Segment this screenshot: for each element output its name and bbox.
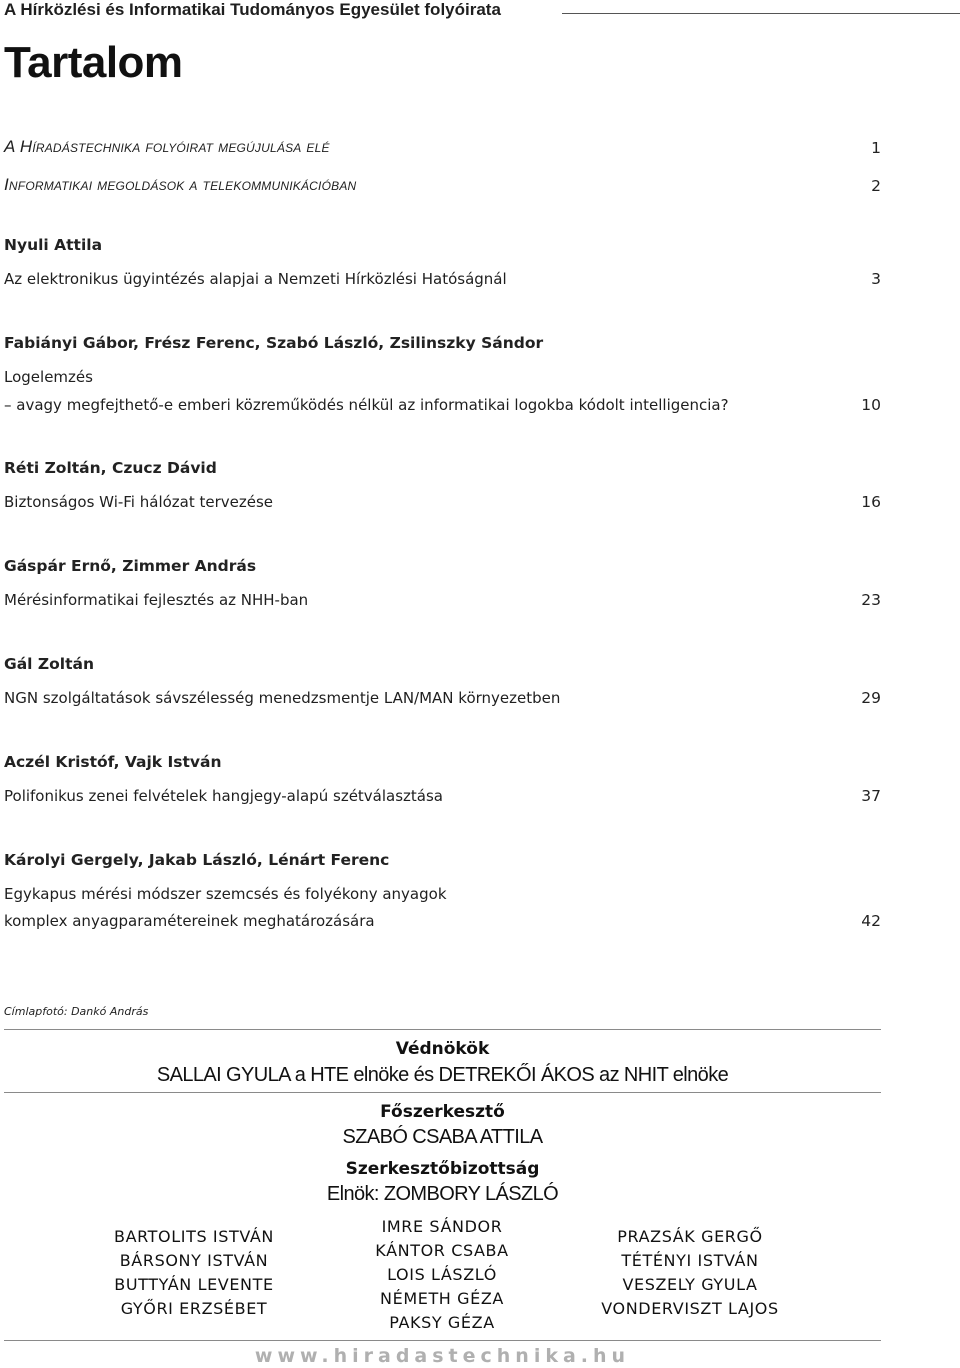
toc-article-title[interactable]: Biztonságos Wi-Fi hálózat tervezése: [4, 493, 274, 511]
toc-article-authors: Aczél Kristóf, Vajk István: [4, 753, 222, 771]
patrons-heading: Védnökök: [395, 1039, 490, 1059]
toc-page-number: 42: [861, 912, 881, 930]
website-url[interactable]: www.hiradastechnika.hu: [254, 1345, 631, 1367]
toc-page-number: 3: [871, 270, 881, 288]
cover-photo-credit: Címlapfotó: Dankó András: [4, 1005, 149, 1018]
toc-article-subtitle[interactable]: komplex anyagparamétereinek meghatározására: [4, 912, 375, 930]
editor-in-chief-heading: Főszerkesztő: [380, 1102, 505, 1122]
page-title: Tartalom: [4, 38, 183, 87]
board-member: NÉMETH GÉZA: [380, 1289, 504, 1308]
board-members-right: [580, 1225, 800, 1321]
editorial-board-heading: Szerkesztőbizottság: [345, 1159, 540, 1179]
toc-article-authors: Gál Zoltán: [4, 655, 94, 673]
toc-article-authors: Gáspár Ernő, Zimmer András: [4, 557, 257, 575]
divider: [4, 1029, 881, 1030]
toc-article-authors: Károlyi Gergely, Jakab László, Lénárt Ferenc: [4, 851, 390, 869]
editor-in-chief-name: SZABÓ CSABA ATTILA: [342, 1126, 543, 1148]
toc-article-title[interactable]: Polifonikus zenei felvételek hangjegy-alapú szétválasztása: [4, 787, 443, 805]
toc-editorial-title[interactable]: Informatikai megoldások a telekommunikációban: [4, 175, 357, 194]
toc-article-subtitle[interactable]: – avagy megfejthető-e emberi közreműködés nélkül az informatikai logokba kódolt intelligencia?: [4, 396, 729, 414]
board-member: KÁNTOR CSABA: [375, 1241, 509, 1260]
board-member: VESZELY GYULA: [622, 1275, 758, 1294]
board-members-center: [332, 1215, 552, 1335]
board-member: BUTTYÁN LEVENTE: [114, 1275, 274, 1294]
board-member: LOIS LÁSZLÓ: [387, 1265, 497, 1284]
board-member: BÁRSONY ISTVÁN: [119, 1251, 269, 1270]
divider: [4, 1092, 881, 1093]
toc-page-number: 16: [861, 493, 881, 511]
toc-page-number: 23: [861, 591, 881, 609]
toc-article-title[interactable]: Egykapus mérési módszer szemcsés és folyékony anyagok: [4, 885, 447, 903]
divider: [4, 1340, 881, 1341]
toc-article-title[interactable]: NGN szolgáltatások sávszélesség menedzsmentje LAN/MAN környezetben: [4, 689, 561, 707]
board-member: VONDERVISZT LAJOS: [601, 1299, 779, 1318]
board-member: TÉTÉNYI ISTVÁN: [621, 1251, 759, 1270]
toc-editorial-title[interactable]: A Híradástechnika folyóirat megújulása elé: [4, 137, 330, 156]
toc-article-title[interactable]: Az elektronikus ügyintézés alapjai a Nemzeti Hírközlési Hatóságnál: [4, 270, 507, 288]
board-member: BARTOLITS ISTVÁN: [114, 1227, 274, 1246]
toc-article-authors: Nyuli Attila: [4, 236, 103, 254]
board-member: IMRE SÁNDOR: [381, 1217, 503, 1236]
toc-page-number: 2: [871, 177, 881, 195]
toc-article-title[interactable]: Logelemzés: [4, 368, 93, 386]
patrons-line: SALLAI GYULA a HTE elnöke és DETREKŐI ÁKOS az NHIT elnöke: [156, 1064, 729, 1086]
toc-article-title[interactable]: Mérésinformatikai fejlesztés az NHH-ban: [4, 591, 309, 609]
board-members-left: [84, 1225, 304, 1321]
board-member: PRAZSÁK GERGŐ: [617, 1227, 763, 1246]
toc-page-number: 10: [861, 396, 881, 414]
toc-page-number: 1: [871, 139, 881, 157]
journal-name: A Hírközlési és Informatikai Tudományos Egyesület folyóirata: [4, 0, 501, 19]
toc-page-number: 37: [861, 787, 881, 805]
toc-article-authors: Fabiányi Gábor, Frész Ferenc, Szabó László, Zsilinszky Sándor: [4, 334, 544, 352]
toc-page-number: 29: [861, 689, 881, 707]
header-rule: [562, 13, 960, 14]
toc-article-authors: Réti Zoltán, Czucz Dávid: [4, 459, 217, 477]
board-chair: Elnök: ZOMBORY LÁSZLÓ: [326, 1183, 559, 1205]
board-member: PAKSY GÉZA: [389, 1313, 495, 1332]
board-member: GYŐRI ERZSÉBET: [120, 1299, 268, 1318]
